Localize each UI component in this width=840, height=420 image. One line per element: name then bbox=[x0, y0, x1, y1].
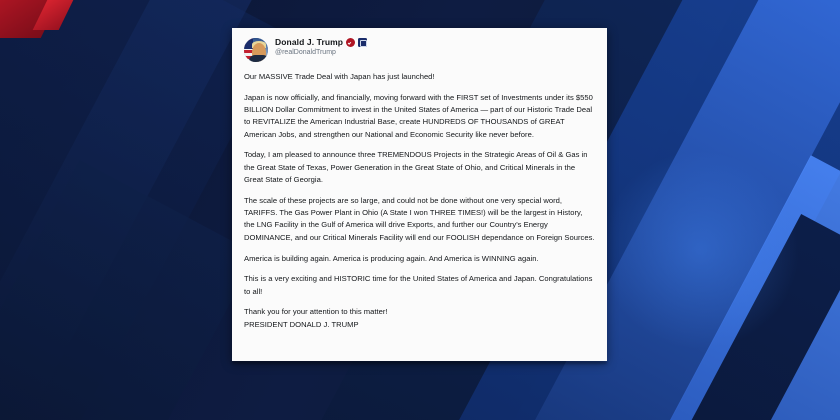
social-post-card bbox=[232, 28, 607, 361]
post-author-block bbox=[275, 38, 367, 56]
background-glow bbox=[600, 150, 800, 350]
post-signoff-line-1: Thank you for your attention to this matter! bbox=[244, 307, 388, 317]
post-paragraph-6: This is a very exciting and HISTORIC time for the United States of America and Japan. Congratulations to all! bbox=[244, 274, 593, 296]
post-header bbox=[244, 38, 595, 62]
post-body bbox=[244, 71, 595, 331]
author-name-row bbox=[275, 38, 367, 47]
author-display-name[interactable]: Donald J. Trump bbox=[275, 37, 344, 48]
author-handle[interactable]: @realDonaldTrump bbox=[275, 49, 336, 56]
post-paragraph-2: Japan is now officially, and financially, moving forward with the FIRST set of Investments under its $550 BILLION Dollar Commitment to invest in the United States of America — part of our Historic Trade Deal to REVITALIZE the American Industrial Base, create HUNDREDS OF THOUSANDS of GREAT American Jobs, and strengthen our National and Economic Security like never before. bbox=[244, 92, 593, 139]
post-paragraph-5: America is building again. America is producing again. And America is WINNING again. bbox=[244, 253, 539, 263]
donald-trump-avatar[interactable] bbox=[244, 38, 268, 62]
post-paragraph-1: Our MASSIVE Trade Deal with Japan has just launched! bbox=[244, 72, 435, 81]
post-paragraph-4: The scale of these projects are so large, and could not be done without one very special word, TARIFFS. The Gas Power Plant in Ohio (A State I won THREE TIMES!) will be the largest in History, the LNG Facility in the Gulf of America will drive Exports, and further our Country's Energy DOMINANCE, and our Critical Minerals Facility will end our FOOLISH dependance on Foreign Sources. bbox=[244, 195, 595, 242]
post-signoff-line-2: PRESIDENT DONALD J. TRUMP bbox=[244, 319, 359, 329]
verified-check-icon bbox=[346, 38, 355, 47]
post-paragraph-3: Today, I am pleased to announce three TREMENDOUS Projects in the Strategic Areas of Oil & Gas in the Great State of Texas, Power Generation in the Great State of Ohio, and Critical Minerals in the Great State of Georgia. bbox=[244, 150, 588, 185]
official-account-icon bbox=[358, 38, 367, 47]
card-shadow bbox=[232, 361, 607, 364]
